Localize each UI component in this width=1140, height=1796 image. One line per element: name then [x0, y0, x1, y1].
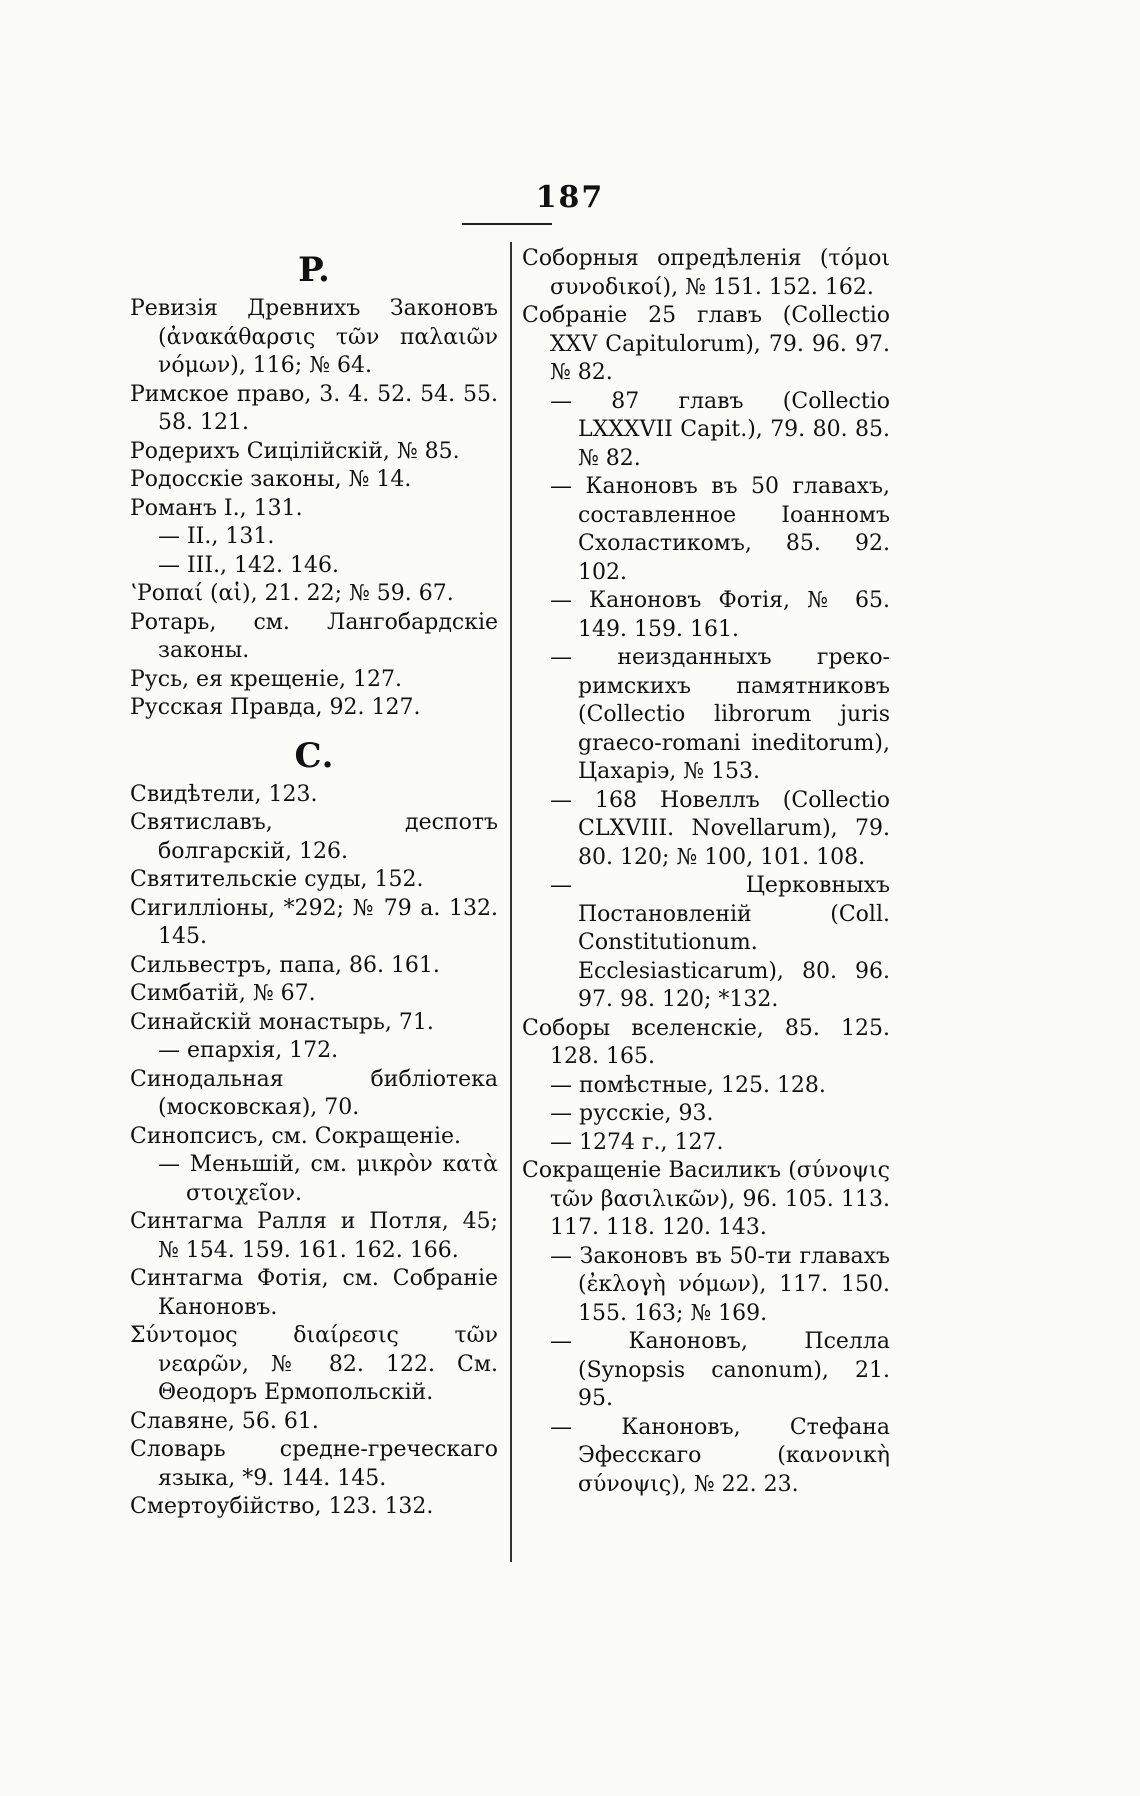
index-entry: Собраніе 25 главъ (Collectio XXV Capitulorum), 79. 96. 97. № 82. [522, 303, 890, 385]
index-entry: Родосскіе законы, № 14. [130, 467, 412, 492]
index-entry: Свидѣтели, 123. [130, 781, 318, 807]
index-subentry: — 168 Новеллъ (Collectio CLXVIII. Novellarum), 79. 80. 120; № 100, 101. 108. [550, 787, 890, 870]
index-entry: Сокращеніе Василикъ (σύνοψις τῶν βασιλικῶν), 96. 105. 113. 117. 118. 120. 143. [522, 1158, 890, 1240]
page-number: 187 [535, 180, 605, 215]
index-entry: Романъ I., 131. [130, 495, 303, 521]
index-entry: Сильвестръ, папа, 86. 161. [130, 952, 440, 978]
index-subentry: — III., 142. 146. [158, 552, 340, 578]
index-entry: Синодальная библіотека (московская), 70. [130, 1066, 498, 1120]
index-entry: Синопсисъ, см. Сокращеніе. [130, 1123, 461, 1149]
index-subentry: — Каноновъ Фотія, № 65. 149. 159. 161. [550, 588, 890, 642]
column-divider [510, 242, 512, 1562]
index-subentry: — Каноновъ, Пселла (Synopsis canonum), 21. 95. [550, 1329, 890, 1411]
index-entry: Ротарь, см. Лангобардскіе законы. [130, 609, 498, 663]
header-rule [462, 223, 552, 225]
index-entry: Святительскіе суды, 152. [130, 867, 424, 892]
index-entry: Синтагма Фотія, см. Собраніе Каноновъ. [130, 1266, 498, 1320]
left-column [130, 245, 498, 1522]
index-entry: Синтагма Ралля и Потля, 45; № 154. 159. 161. 162. 166. [130, 1209, 498, 1263]
index-subentry: — Законовъ въ 50-ти главахъ (ἐκλογὴ νόμων), 117. 150. 155. 163; № 169. [550, 1243, 890, 1326]
index-subentry: — русскіе, 93. [550, 1101, 714, 1126]
index-entry: Святиславъ, деспотъ болгарскій, 126. [130, 810, 498, 864]
index-subentry: — помѣстные, 125. 128. [550, 1072, 826, 1098]
index-subentry: — 1274 г., 127. [550, 1129, 724, 1155]
index-subentry: — Каноновъ, Стефана Эфесскаго (κανονικὴ σύνοψις), № 22. 23. [550, 1414, 890, 1497]
index-subentry: — Меньшій, см. μικρὸν κατὰ στοιχεῖον. [158, 1152, 498, 1206]
index-subentry: — неизданныхъ греко-римскихъ памятниковъ (Collectio librorum juris graeco-romani ineditorum), Цахаріэ, № 153. [550, 645, 890, 784]
section-heading-p: P. [298, 250, 330, 290]
index-entry: Славяне, 56. 61. [130, 1408, 319, 1434]
index-subentry: — II., 131. [158, 524, 275, 549]
index-entry: Римское право, 3. 4. 52. 54. 55. 58. 121. [130, 381, 498, 435]
index-entry: Сигилліоны, *292; № 79 a. 132. 145. [130, 895, 498, 949]
index-entry: Соборы вселенскіе, 85. 125. 128. 165. [522, 1015, 890, 1069]
index-entry: Симбатій, № 67. [130, 981, 316, 1006]
index-entry: Ревизія Древнихъ Законовъ (ἀνακάθαρσις τῶν παλαιῶν νόμων), 116; № 64. [130, 296, 498, 378]
index-entry: ʽΡοπαί (αἱ), 21. 22; № 59. 67. [130, 581, 454, 606]
section-heading-s: С. [294, 735, 334, 776]
index-entry: Соборныя опредѣленія (τόμοι συνοδικοί), № 151. 152. 162. [522, 246, 890, 300]
index-subentry: — епархія, 172. [158, 1038, 339, 1063]
index-subentry: — Каноновъ въ 50 главахъ, составленное Іоанномъ Схоластикомъ, 85. 92. 102. [550, 474, 890, 585]
index-entry: Родерихъ Сицілійскій, № 85. [130, 438, 460, 464]
index-entry: Русская Правда, 92. 127. [130, 695, 421, 720]
index-entry: Русь, ея крещеніе, 127. [130, 666, 402, 692]
index-entry: Словарь средне-греческаго языка, *9. 144. 145. [130, 1437, 498, 1491]
index-entry: Смертоубійство, 123. 132. [130, 1494, 434, 1519]
index-subentry: — Церковныхъ Постановленій (Coll. Constitutionum. Ecclesiasticarum), 80. 96. 97. 98. 120; *132. [550, 873, 890, 1012]
right-column [522, 245, 890, 1499]
index-entry: Синайскій монастырь, 71. [130, 1009, 434, 1035]
index-subentry: — 87 главъ (Collectio LXXXVII Capit.), 79. 80. 85. № 82. [550, 388, 890, 471]
index-entry: Σύντομος διαίρεσις τῶν νεαρῶν, № 82. 122. См. Θеодоръ Ермопольскій. [130, 1323, 498, 1405]
